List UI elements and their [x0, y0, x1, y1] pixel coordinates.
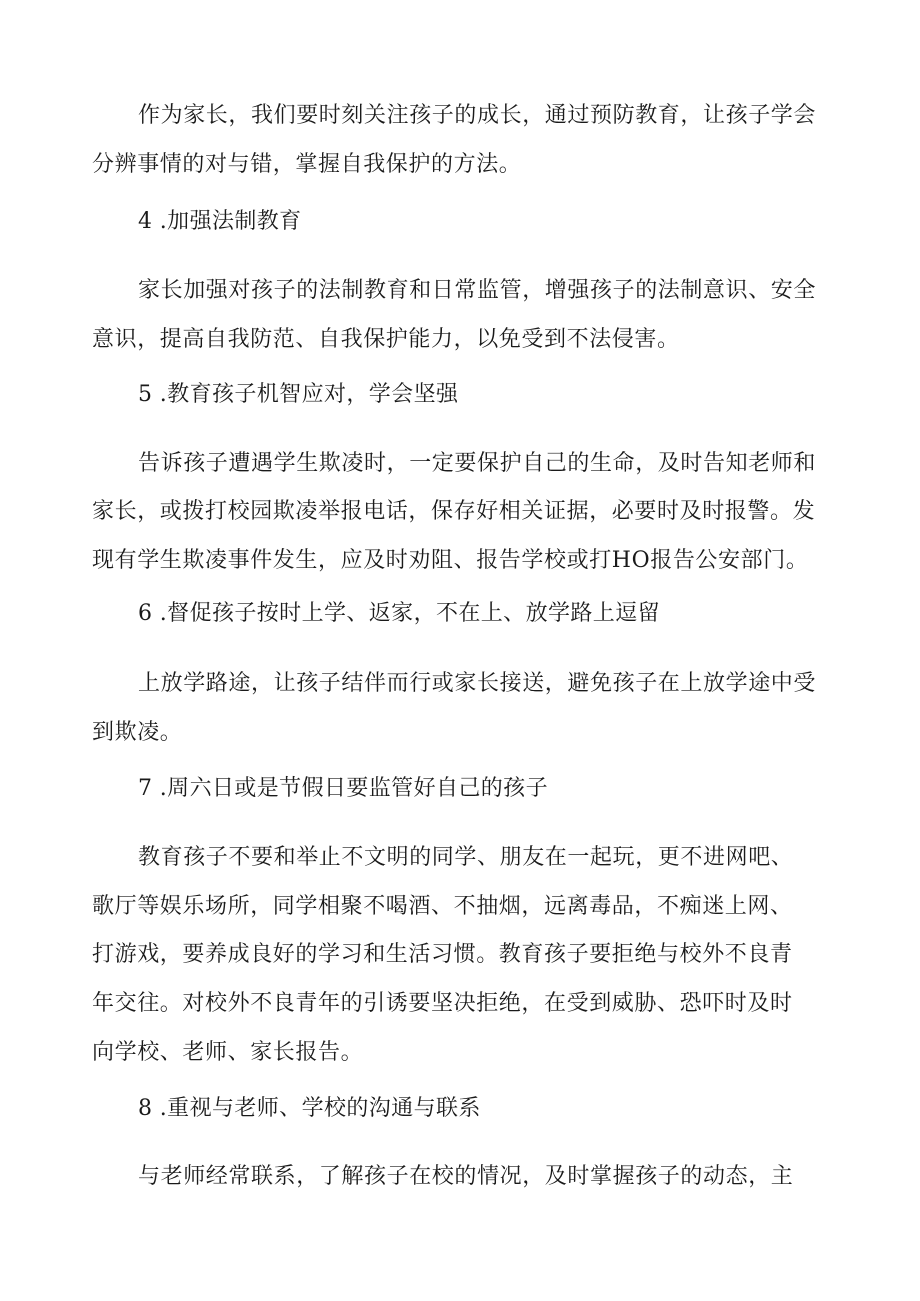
section-heading: 7 .周六日或是节假日要监管好自己的孩子 — [138, 776, 548, 801]
section-heading: 8 .重视与老师、学校的沟通与联系 — [138, 1096, 481, 1121]
paragraph-line: 年交往。对校外不良青年的引诱要坚决拒绝，在受到威胁、恐吓时及时 — [92, 991, 793, 1016]
paragraph-line: 家长，或拨打校园欺凌举报电话，保存好相关证据，必要时及时报警。发 — [92, 499, 816, 524]
section-heading: 4 .加强法制教育 — [138, 209, 302, 234]
paragraph-line: 上放学路途，让孩子结伴而行或家长接送，避免孩子在上放学途中受 — [138, 671, 817, 696]
paragraph-line: 与老师经常联系，了解孩子在校的情况，及时掌握孩子的动态，主 — [138, 1164, 794, 1189]
paragraph-line: 分辨事情的对与错，掌握自我保护的方法。 — [92, 152, 522, 177]
paragraph-line: 告诉孩子遭遇学生欺凌时，一定要保护自己的生命，及时告知老师和 — [138, 451, 817, 476]
paragraph-line: 作为家长，我们要时刻关注孩子的成长，通过预防教育，让孩子学会 — [138, 103, 817, 128]
paragraph-line: 向学校、老师、家长报告。 — [92, 1040, 364, 1065]
paragraph-line: 现有学生欺凌事件发生，应及时劝阻、报告学校或打HO报告公安部门。 — [92, 548, 809, 573]
paragraph-line: 教育孩子不要和举止不文明的同学、朋友在一起玩，更不进网吧、 — [138, 845, 794, 870]
paragraph-line: 家长加强对孩子的法制教育和日常监管，增强孩子的法制意识、安全 — [138, 278, 817, 303]
section-heading: 5 .教育孩子机智应对，学会坚强 — [138, 382, 459, 407]
paragraph-line: 意识，提高自我防范、自我保护能力，以免受到不法侵害。 — [92, 327, 680, 352]
paragraph-line: 歌厅等娱乐场所，同学相聚不喝酒、不抽烟，远离毒品，不痴迷上网、 — [92, 894, 793, 919]
paragraph-line: 到欺凌。 — [92, 720, 183, 745]
paragraph-line: 打游戏，要养成良好的学习和生活习惯。教育孩子要拒绝与校外不良青 — [92, 942, 793, 967]
section-heading: 6 .督促孩子按时上学、返家，不在上、放学路上逗留 — [138, 601, 660, 626]
